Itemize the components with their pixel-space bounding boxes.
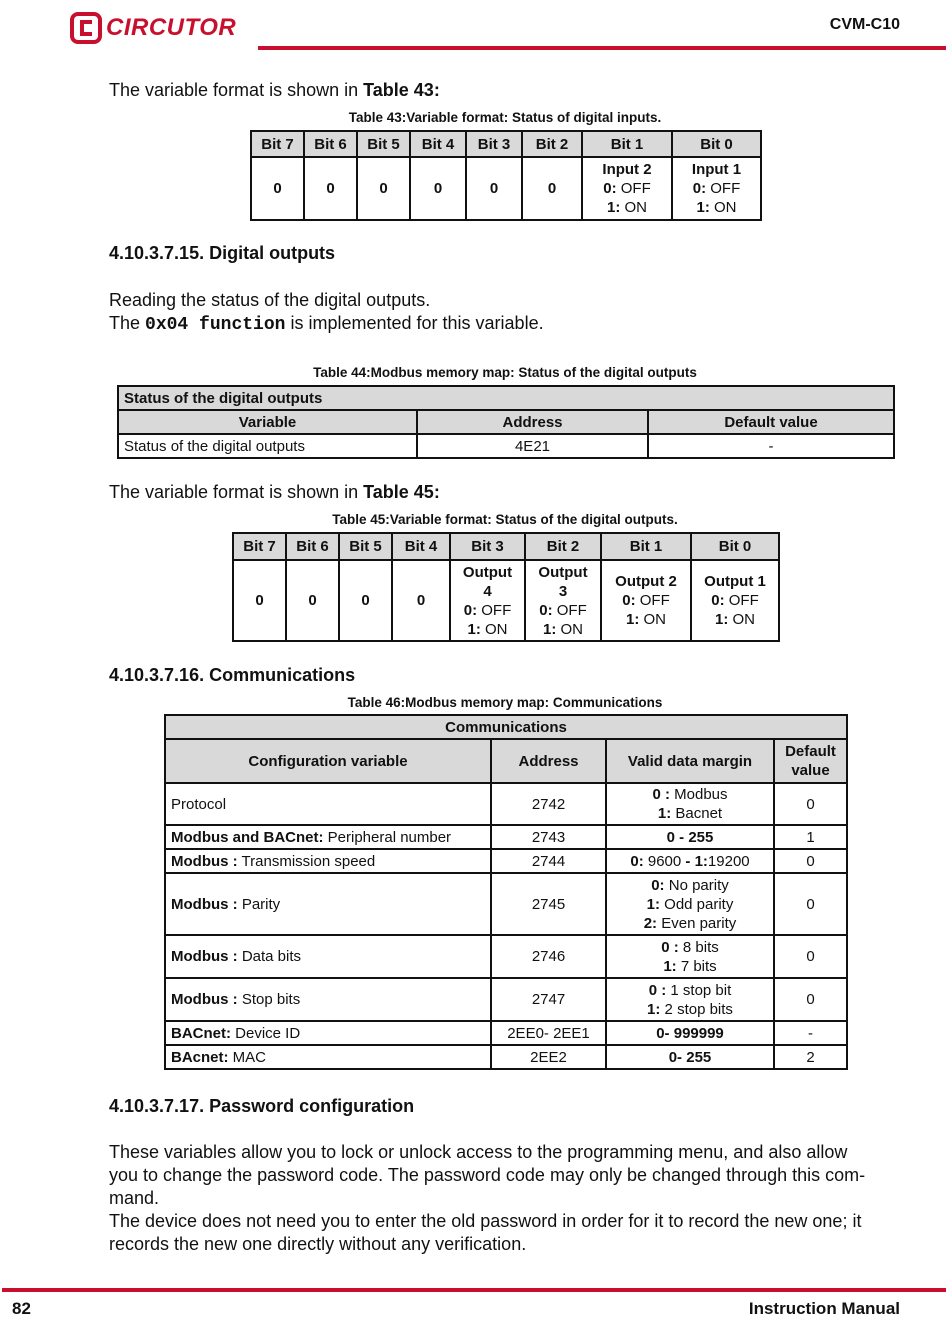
header-bit3: Bit 3 [450,533,525,560]
footer-title: Instruction Manual [748,1299,900,1318]
off-label: OFF [724,592,759,609]
paragraph-line: you to change the password code. The password code may only be changed through this com- [109,1165,866,1185]
margin-key: 1: [646,895,660,913]
header-bit1: Bit 1 [601,533,691,560]
cell-bit2: 0 [522,157,582,220]
var-label: Protocol [171,795,227,813]
header-bit0: Bit 0 [672,131,761,157]
margin-label: 2 stop bits [660,1000,733,1018]
var-prefix: BAcnet: [171,1048,229,1066]
line-text: The [109,313,146,333]
paragraph-line: records the new one directly without any verification. [109,1234,527,1254]
section-15-line-1: Reading the status of the digital outputs. [109,290,431,310]
cell-default: 0 [774,849,847,873]
on-key: 1: [606,199,621,216]
off-label: OFF [552,601,587,619]
function-code: 0x04 function [145,315,286,335]
on-key: 1: [625,611,640,628]
margin-range: 0- 999999 [656,1024,724,1042]
margin-label: No parity [664,876,729,894]
margin-key: 1: [657,805,672,822]
on-key: 1: [714,611,729,628]
off-key: 0: [603,180,617,197]
margin-label: Modbus [669,786,728,803]
table-46-caption: Table 46:Modbus memory map: Communications [347,695,663,710]
off-label: OFF [706,180,741,197]
var-label: Stop bits [237,991,301,1008]
cell-default: 0 [774,873,847,935]
on-label: ON [620,199,647,216]
header-address: Address [417,410,648,434]
intro-table-45 [109,481,440,504]
output-name: Output [462,563,513,581]
cell-address: 4E21 [417,434,648,458]
cell-default: 0 [774,783,847,825]
margin-key: 1: [663,957,677,975]
footer-rule [2,1288,946,1292]
cell-address: 2743 [491,825,606,849]
cell-variable [165,783,491,825]
var-label: Transmission speed [237,852,376,870]
table-reference: Table 43 [363,80,434,100]
cell-bit0 [672,157,761,220]
margin-range: 0 - 255 [666,828,714,846]
cell-bit7: 0 [233,560,286,641]
paragraph-line: mand. [109,1188,160,1208]
table-row [165,1045,847,1069]
cell-margin [606,1045,774,1069]
table-45-caption: Table 45:Variable format: Status of the digital outputs. [332,512,678,527]
table-45 [232,532,780,642]
cell-variable [165,825,491,849]
margin-label: Bacnet [671,805,723,822]
header-bit3: Bit 3 [466,131,522,157]
header-bit5: Bit 5 [357,131,410,157]
margin-key: 0 : [661,938,679,956]
header-config-variable: Configuration variable [165,739,491,783]
margin-key: 0 : [652,786,670,803]
cell-default: - [648,434,894,458]
cell-default: - [774,1021,847,1045]
cell-margin [606,825,774,849]
cell-bit5: 0 [339,560,392,641]
table-46-group: Communications [165,715,847,739]
cell-address: 2744 [491,849,606,873]
intro-colon: : [433,80,440,100]
brand-logo [70,11,236,45]
margin-label: 7 bits [676,957,717,975]
margin-key: 0: [630,852,644,870]
cell-variable [165,978,491,1021]
table-row [165,873,847,935]
output-number: 4 [483,582,492,600]
var-label: Peripheral number [323,828,452,846]
table-46 [164,714,848,1070]
on-label: ON [709,199,737,216]
table-reference: Table 45 [363,482,434,502]
cell-margin [606,978,774,1021]
margin-key: 1: [647,1000,661,1018]
section-15-line-2 [109,312,544,337]
output-name: Output 1 [704,573,766,590]
section-17-heading: 4.10.3.7.17. Password configuration [109,1096,415,1116]
off-label: OFF [616,180,651,197]
header-bit2: Bit 2 [525,533,601,560]
var-prefix: Modbus : [171,895,238,913]
var-prefix: Modbus and BACnet: [171,828,324,846]
on-key: 1: [542,620,557,638]
margin-label: 8 bits [678,938,719,956]
cell-variable [165,849,491,873]
var-label: Data bits [237,948,302,965]
off-label: OFF [635,592,670,609]
cell-address: 2746 [491,935,606,978]
input-name: Input 1 [691,161,742,178]
on-label: ON [639,611,666,628]
margin-key: - 1: [685,852,708,870]
margin-label: 19200 [707,852,750,870]
cell-variable [165,873,491,935]
cell-address: 2EE2 [491,1045,606,1069]
var-label: Parity [237,895,281,913]
table-row [165,978,847,1021]
margin-key: 0: [651,876,665,894]
cell-default: 1 [774,825,847,849]
table-44 [117,385,895,459]
header-valid-margin: Valid data margin [606,739,774,783]
section-15-heading: 4.10.3.7.15. Digital outputs [109,243,336,263]
cell-address: 2EE0- 2EE1 [491,1021,606,1045]
cell-bit1 [582,157,672,220]
header-default-value: Default value [774,739,847,783]
cell-bit3 [450,560,525,641]
cell-variable [165,1045,491,1069]
cell-address: 2745 [491,873,606,935]
cell-variable [165,1021,491,1045]
cell-margin [606,1021,774,1045]
margin-key: 0 : [648,981,667,999]
cell-address: 2747 [491,978,606,1021]
input-name: Input 2 [602,161,652,178]
circutor-logo-icon [70,12,102,44]
intro-colon: : [433,482,440,502]
table-row [165,825,847,849]
off-key: 0: [539,601,553,619]
output-name: Output 2 [615,573,677,590]
header-bit4: Bit 4 [392,533,450,560]
var-label: Device ID [231,1024,301,1042]
cell-bit4: 0 [392,560,450,641]
page-number: 82 [12,1299,31,1318]
brand-name: CIRCUTOR [106,14,237,41]
off-key: 0: [692,180,707,197]
off-key: 0: [711,592,725,609]
on-key: 1: [696,199,710,216]
margin-range: 0- 255 [668,1048,712,1066]
cell-margin [606,873,774,935]
cell-default: 0 [774,978,847,1021]
off-key: 0: [463,601,478,619]
cell-bit2 [525,560,601,641]
cell-variable [165,935,491,978]
line-text: is implemented for this variable. [285,313,544,333]
table-row [165,1021,847,1045]
margin-key: 2: [643,914,658,932]
header-bit5: Bit 5 [339,533,392,560]
header-bit2: Bit 2 [522,131,582,157]
margin-label: Even parity [657,914,737,932]
margin-label: 9600 [643,852,686,870]
table-43-caption: Table 43:Variable format: Status of digital inputs. [348,110,662,125]
table-row [165,849,847,873]
on-label: ON [728,611,755,628]
cell-default: 0 [774,935,847,978]
var-label: MAC [228,1048,267,1066]
on-key: 1: [467,620,481,638]
cell-bit6: 0 [304,157,357,220]
header-bit6: Bit 6 [304,131,357,157]
header-default: Default value [648,410,894,434]
var-prefix: BACnet: [171,1024,231,1042]
intro-table-43 [109,79,440,102]
output-name: Output [538,563,588,581]
header-bit6: Bit 6 [286,533,339,560]
cell-variable: Status of the digital outputs [118,434,417,458]
cell-bit5: 0 [357,157,410,220]
table-44-caption: Table 44:Modbus memory map: Status of the digital outputs [313,365,697,380]
document-code: CVM-C10 [829,16,900,33]
cell-margin [606,783,774,825]
cell-margin [606,935,774,978]
paragraph-line: These variables allow you to lock or unlock access to the programming menu, and also allow [109,1142,848,1162]
header-bit0: Bit 0 [691,533,779,560]
header-bit7: Bit 7 [233,533,286,560]
intro-text: The variable format is shown in [109,482,364,502]
table-row [165,783,847,825]
var-prefix: Modbus : [171,991,238,1008]
var-prefix: Modbus : [171,852,238,870]
paragraph-line: The device does not need you to enter the old password in order for it to record the new one; it [109,1211,862,1231]
header-bit1: Bit 1 [582,131,672,157]
table-row [165,935,847,978]
section-17-body [109,1141,909,1256]
header-bit7: Bit 7 [251,131,304,157]
cell-default: 2 [774,1045,847,1069]
header-variable: Variable [118,410,417,434]
cell-bit6: 0 [286,560,339,641]
cell-bit0 [691,560,779,641]
margin-label: Odd parity [659,895,734,913]
cell-bit1 [601,560,691,641]
var-prefix: Modbus : [171,948,238,965]
off-key: 0: [622,592,636,609]
section-16-heading: 4.10.3.7.16. Communications [109,665,356,685]
off-label: OFF [477,601,512,619]
on-label: ON [480,620,508,638]
cell-bit3: 0 [466,157,522,220]
on-label: ON [556,620,583,638]
cell-address: 2742 [491,783,606,825]
table-43 [250,130,762,221]
intro-text: The variable format is shown in [109,80,364,100]
header-address: Address [491,739,606,783]
cell-margin [606,849,774,873]
margin-label: 1 stop bit [666,981,732,999]
header-rule [258,46,946,50]
table-44-group: Status of the digital outputs [118,386,894,410]
header-bit4: Bit 4 [410,131,466,157]
cell-bit7: 0 [251,157,304,220]
cell-bit4: 0 [410,157,466,220]
output-number: 3 [558,582,568,600]
